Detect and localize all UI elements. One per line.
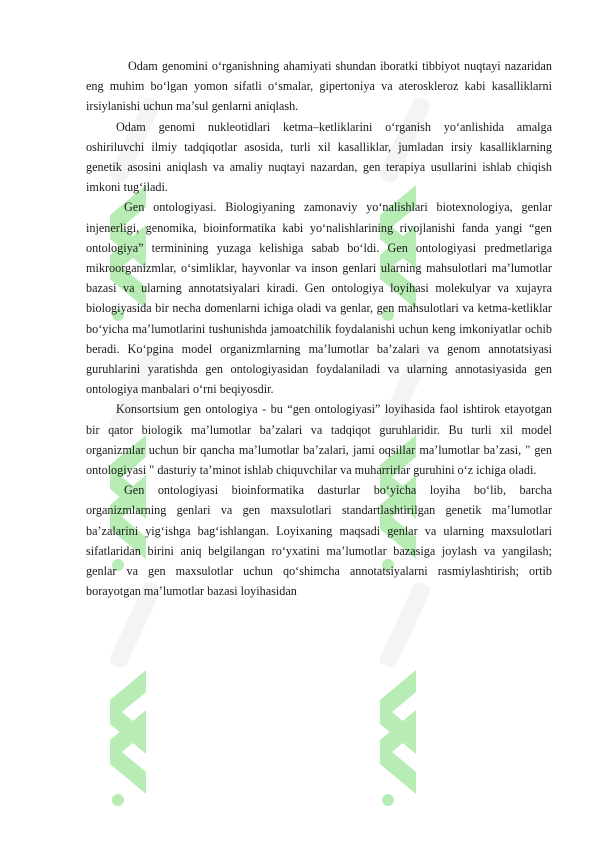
paragraph: Odam genomi nukleotidlari ketma–ketliklarini o‘rganish yo‘anlishida amalga oshiriluvchi ilmiy tadqiqotlar asosida, turli xil kasalliklar, jumladan irsiy kasalliklarning genetik asosini aniqlash va amaliy nuqtayi nazardan, gen terapiya usullarini ishlab chiqish imkoni tug‘iladi. [86, 119, 552, 195]
watermark-logo-icon [96, 580, 168, 810]
paragraph: Konsortsium gen ontologiya - bu “gen ontologiyasi” loyihasida faol ishtirok etayotgan bir qator biologik ma’lumotlar ba’zalari va tadqiqot guruhlaridir. Bu turli xil model organizmlar uchun bir qancha ma’lumotlar ba’zalari, jami oqsillar ma’lumotlar ba’zasi, " gen ontologiyasi " dasturiy ta’minot ishlab chiquvchilar va muharrirlar guruhini o‘z ichiga oladi. [86, 402, 552, 478]
document-body [86, 56, 552, 601]
watermark-logo-icon [366, 580, 438, 810]
paragraph: Gen ontologiyasi. Biologiyaning zamonaviy yo‘nalishlari biotexnologiya, genlar injenerligi, genomika, bioinformatika kabi yo‘nalishlarining rivojlanishi fanda yangi “gen ontologiya” terminining yuzaga kelishiga sabab bo‘ldi. Gen ontologiyasi predmetlariga mikroorganizmlar, o‘simliklar, hayvonlar va inson genlari ularning mahsulotlari ma’lumotlar bazasi va ularning annotatsiyalari kiradi. Gen ontologiya loyihasi molekulyar va xujayra biologiyasida bir necha domenlarni ichiga oladi va genlar, gen mahsulotlari va ketma-ketliklar bo‘yicha ma’lumotlarini tushunishda jamoatchilik foydalanishi uchun keng imkoniyatlar ochib beradi. Ko‘pgina model organizmlarning ma’lumotlar ba’zalari va genom annotatsiyasi guruhlarini yaratishda gen ontologiyasidan foydalaniladi va ularning annotasiyasida gen ontologiya manbalari o‘rni beqiyosdir. [86, 200, 552, 397]
paragraph: Odam genomini o‘rganishning ahamiyati shundan iboratki tibbiyot nuqtayi nazaridan eng muhim bo‘lgan yomon sifatli o‘smalar, gipertoniya va ateroskleroz kabi kasalliklarni irsiylanishi uchun ma’sul genlarni aniqlash. [86, 59, 552, 114]
paragraph: Gen ontologiyasi bioinformatika dasturlar bo‘yicha loyiha bo‘lib, barcha organizmlarning genlari va gen maxsulotlari standartlashtirilgan genetik ma’lumotlar ba’zalarini yig‘ishga bag‘ishlangan. Loyixaning maqsadi genlar va ularning maxsulotlari sifatlaridan birini aniq belgilangan ro‘yxatini ma’lumotlar bazasiga joylash va yangilash; genlar va gen maxsulotlar uchun qo‘shimcha annotatsiyalarni rasmiylashtirish; ortib borayotgan ma’lumotlar bazasi loyihasidan [86, 483, 552, 599]
